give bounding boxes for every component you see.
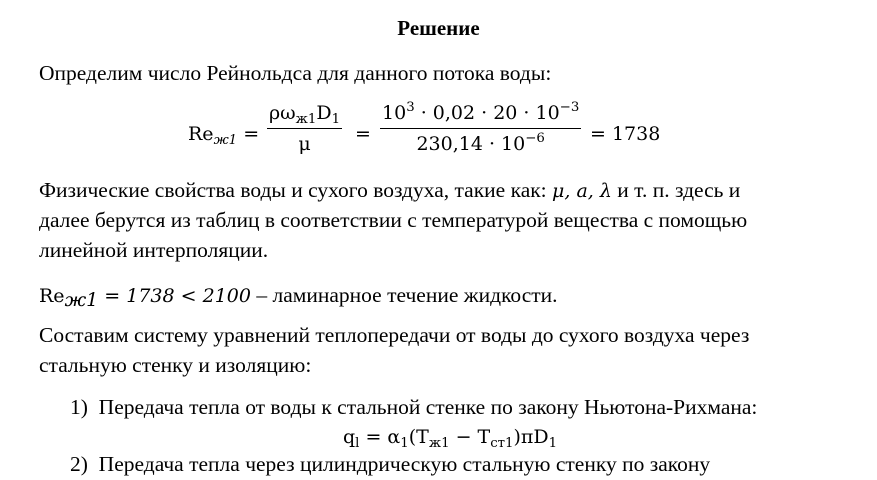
re-subscript: ж1 xyxy=(213,133,238,148)
section-title: Решение xyxy=(397,16,480,40)
list-number: 1) xyxy=(70,395,88,419)
properties-line-2: далее берутся из таблиц в соответствии с температурой вещества с помощью xyxy=(39,208,748,232)
intro-paragraph: Определим число Рейнольдса для данного потока воды: xyxy=(39,61,552,85)
list-item xyxy=(70,452,710,476)
properties-line-3: линейной интерполяции. xyxy=(39,238,269,262)
properties-line-1: Физические свойства воды и сухого воздуха, такие как: μ, a, λ и т. п. здесь и xyxy=(39,178,741,202)
fraction-symbolic xyxy=(267,102,342,155)
equals-sign-2: = xyxy=(355,123,371,145)
laminar-statement: $Re_{ж1} = 1738 < 2100$ – ламинарное течение жидкости. xyxy=(39,283,558,311)
list-text: Передача тепла через цилиндрическую стальную стенку по закону xyxy=(98,452,711,476)
fraction-symbolic-numerator: $\rho\omega_{ж1}D_1$ xyxy=(269,102,341,127)
properties-symbols: μ, a, λ xyxy=(552,180,612,202)
newton-richmann-equation: $q_l = \alpha_1(T_{ж1} - T_{ст1})\pi D_1$ xyxy=(343,426,558,451)
list-item xyxy=(70,395,757,419)
system-line-1: Составим систему уравнений теплопередачи от воды до сухого воздуха через xyxy=(39,323,750,347)
system-line-2: стальную стенку и изоляцию: xyxy=(39,353,312,377)
fraction-numeric-denominator: $230,14 \cdot 10^{-6}$ xyxy=(416,131,545,155)
fraction-numeric xyxy=(380,102,581,155)
fraction-numeric-numerator: $10^3 \cdot 0,02 \cdot 20 \cdot 10^{-3}$ xyxy=(380,102,581,129)
list-text: Передача тепла от воды к стальной стенке по закону Ньютона-Рихмана: xyxy=(98,395,758,419)
list-number: 2) xyxy=(70,452,88,476)
re-result: = 1738 xyxy=(590,123,661,145)
re-symbol: Re xyxy=(188,123,214,145)
equals-sign: = xyxy=(243,123,260,145)
fraction-symbolic-denominator: μ xyxy=(298,133,311,155)
re-lhs xyxy=(188,122,259,146)
